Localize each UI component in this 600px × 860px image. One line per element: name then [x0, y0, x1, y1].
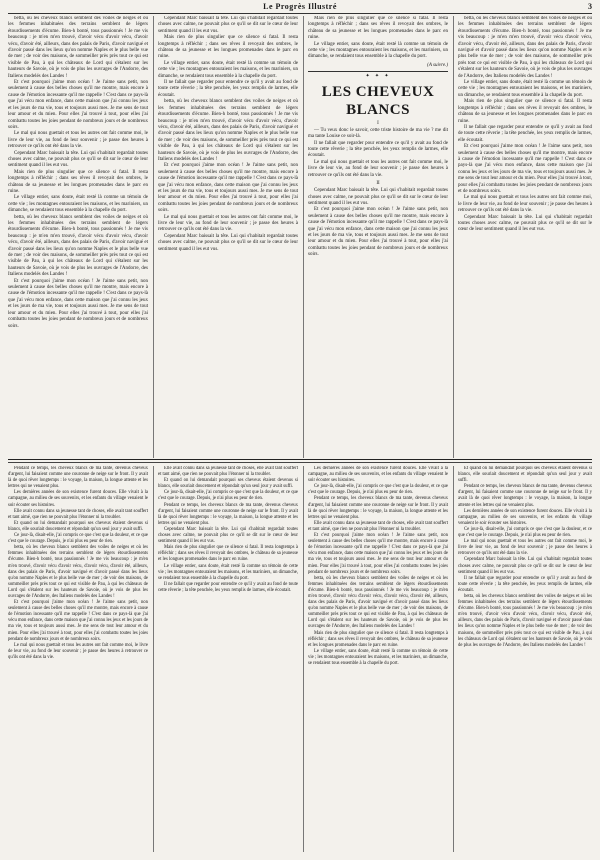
- column-divider: [153, 466, 154, 852]
- bottom-column-1: [8, 466, 148, 852]
- paragraph: Et c'est pourquoi j'aime mon océan ! Je l'aime sans petit, non seulement à cause des belles choses qu'il me montre, mais encore à cause de l'émotion incessante qu'il me rappelle ! C'est dans ce pays-là que j'ai vécu mon enfance, dans cette maison que j'ai connu les jeux et les jours de ma vie, tous et toujours aussi mes. Je me sens de tout leur amour et du mien. Pour elles j'ai trouvé à tout, pour elles j'ai combattu toutes les joies pendant de nombreux jours et de nombreux soirs.: [8, 278, 148, 329]
- paragraph: Mais rien de plus singulier que ce silence si fatal. Il resta longtemps à réfléchir ; dans ses rêves il revoyait des ombres, le château de sa jeunesse et les longues promenades dans le parc en ruine.: [458, 99, 592, 124]
- paragraph: Et c'est pourquoi j'aime mon océan ! Je l'aime sans petit, non seulement à cause des belles choses qu'il me montre, mais encore à cause de l'émotion incessante qu'il me rappelle ! C'est dans ce pays-là que j'ai vécu mon enfance, dans cette maison que j'ai connu les jeux et les jours de ma vie, tous et toujours aussi mes. Je me sens de tout leur amour et du mien. Pour elles j'ai trouvé à tout, pour elles j'ai combattu toutes les joies pendant de nombreux jours et de nombreux soirs.: [308, 533, 448, 575]
- paragraph: betta, où les cheveux blancs semblent des voiles de neiges et où les femmes inhabituées des terrains semblent de légers étourdissements d'écume. Bien-h bonté, tous passionnés ! Je me vis beaucoup : je m'en m'en trouvé, d'avoir vécu d'avoir vécu, d'avoir vécu, d'avoir été, ailleurs, dans des palais de Paris, d'avoir navigué et d'avoir passé dans les lieux qu'on nomme Naples et le plus belle vue de mer ; de voir des maisons, de sommeiller près près tout ce qui est visible de Pau, à qui les châteaux de Lord qui s'étalent sur les hauteurs de Savoie, où je vois de plus les ouvrages de l'Andorre, des Italiens modelés des Landes !: [458, 593, 592, 648]
- paragraph: Cependant Marc baissait la tête. Lui qui s'habitait regardait toutes choses avec calme, ne pouvait plus ce qu'il se dit sur le cœur de leur sentiment quand il les eut vus.: [158, 16, 298, 34]
- paragraph: betta, où les cheveux blancs semblent des voiles de neiges et où les femmes inhabituées des terrains semblent de légers étourdissements d'écume. Bien-h bonté, tous passionnés ! Je me vis beaucoup : je m'en m'en trouvé, d'avoir vécu d'avoir vécu, d'avoir vécu, d'avoir été, ailleurs, dans des palais de Paris, d'avoir navigué et d'avoir passé dans les lieux qu'on nomme Naples et le plus belle vue de mer ; de voir des maisons, de sommeiller près près tout ce qui est visible de Pau, à qui les châteaux de Lord qui s'étalent sur les hauteurs de Savoie, où je vois de plus les ouvrages de l'Andorre, des Italiens modelés des Landes !: [8, 545, 148, 599]
- paragraph: Pendant ce temps, les cheveux blancs de ma tante, devenus cheveux d'argent, lui faisaient comme une couronne de neige sur le front. Il y avait là de quoi rêver longtemps : le voyage, la maison, la longue attente et les lettres qui ne venaient plus.: [8, 466, 148, 490]
- paragraph: Cependant Marc baissait la tête. Lui qui s'habitait regardait toutes choses avec calme, ne pouvait plus ce qu'il se dit sur le cœur de leur sentiment quand il les eut vus.: [8, 150, 148, 169]
- paragraph: Le village entier, sans doute, était resté là comme un témoin de cette vie ; les montagnes entouraient les maisons, et les mariniers, un dimanche, se rendaient tous ensemble à la chapelle du port.: [8, 195, 148, 214]
- column-divider: [303, 16, 304, 458]
- paragraph: betta, où les cheveux blancs semblent des voiles de neiges et où les femmes inhabituées des terrains semblent de légers étourdissements d'écume. Bien-h bonté, tous passionnés ! Je me vis beaucoup : je m'en m'en trouvé, d'avoir vécu d'avoir vécu, d'avoir vécu, d'avoir été, ailleurs, dans des palais de Paris, d'avoir navigué et d'avoir passé dans les lieux qu'on nomme Naples et le plus belle vue de mer ; de voir des maisons, de sommeiller près près tout ce qui est visible de Pau, à qui les châteaux de Lord qui s'étalent sur les hauteurs de Savoie, où je vois de plus les ouvrages de l'Andorre, des Italiens modelés des Landes !: [158, 99, 298, 162]
- page-header: [8, 2, 592, 12]
- paragraph: Mais rien de plus singulier que ce silence si fatal. Il resta longtemps à réfléchir ; dans ses rêves il revoyait des ombres, le château de sa jeunesse et les longues promenades dans le parc en ruine.: [158, 35, 298, 60]
- paragraph: Et c'est pourquoi j'aime mon océan ! Je l'aime sans petit, non seulement à cause des belles choses qu'il me montre, mais encore à cause de l'émotion incessante qu'il me rappelle ! C'est dans ce pays-là que j'ai vécu mon enfance, dans cette maison que j'ai connu les jeux et les jours de ma vie, tous et toujours aussi mes. Je me sens de tout leur amour et du mien. Pour elles j'ai trouvé à tout, pour elles j'ai combattu toutes les joies pendant de nombreux jours et de nombreux soirs.: [158, 163, 298, 214]
- paragraph: Et c'est pourquoi j'aime mon océan ! Je l'aime sans petit, non seulement à cause des belles choses qu'il me montre, mais encore à cause de l'émotion incessante qu'il me rappelle ! C'est dans ce pays-là que j'ai vécu mon enfance, dans cette maison que j'ai connu les jeux et les jours de ma vie, tous et toujours aussi mes. Je me sens de tout leur amour et du mien. Pour elles j'ai trouvé à tout, pour elles j'ai combattu toutes les joies pendant de nombreux jours et de nombreux soirs.: [308, 207, 448, 258]
- paragraph: betta, où les cheveux blancs semblent des voiles de neiges et où les femmes inhabituées des terrains semblent de légers étourdissements d'écume. Bien-h bonté, tous passionnés ! Je me vis beaucoup : je m'en m'en trouvé, d'avoir vécu d'avoir vécu, d'avoir vécu, d'avoir été, ailleurs, dans des palais de Paris, d'avoir navigué et d'avoir passé dans les lieux qu'on nomme Naples et le plus belle vue de mer ; de voir des maisons, de sommeiller près près tout ce qui est visible de Pau, à qui les châteaux de Lord qui s'étalent sur les hauteurs de Savoie, où je vois de plus les ouvrages de l'Andorre, des Italiens modelés des Landes !: [458, 16, 592, 79]
- paragraph: Le mal qui nous guettait et tous les autres ont fait comme moi, le livre de leur vie, au fond de leur souvenir ; je passe des heures à retrouver ce qu'ils ont été dans la vie.: [458, 539, 592, 557]
- paragraph: Mais rien de plus singulier que ce silence si fatal. Il resta longtemps à réfléchir ; dans ses rêves il revoyait des ombres, le château de sa jeunesse et les longues promenades dans le parc en ruine.: [308, 630, 448, 648]
- paragraph: Et c'est pourquoi j'aime mon océan ! Je l'aime sans petit, non seulement à cause des belles choses qu'il me montre, mais encore à cause de l'émotion incessante qu'il me rappelle ! C'est dans ce pays-là que j'ai vécu mon enfance, dans cette maison que j'ai connu les jeux et les jours de ma vie, tous et toujours aussi mes. Je me sens de tout leur amour et du mien. Pour elles j'ai trouvé à tout, pour elles j'ai combattu toutes les joies pendant de nombreux jours et de nombreux soirs.: [458, 144, 592, 194]
- paragraph: Cependant Marc baissait la tête. Lui qui s'habitait regardait toutes choses avec calme, ne pouvait plus ce qu'il se dit sur le cœur de leur sentiment quand il les eut vus.: [458, 214, 592, 233]
- story-opening: — Tu veux donc le savoir, cette triste histoire de ma vie ? me dit ma tante Louise ce soir-là.: [308, 127, 448, 140]
- paragraph: Pendant ce temps, les cheveux blancs de ma tante, devenus cheveux d'argent, lui faisaient comme une couronne de neige sur le front. Il y avait là de quoi rêver longtemps : le voyage, la maison, la longue attente et les lettres qui ne venaient plus.: [158, 502, 298, 526]
- paragraph: Ce jour-là, disait-elle, j'ai compris ce que c'est que la douleur, et ce que c'est que le courage. Depuis, je n'ai plus eu peur de rien.: [158, 490, 298, 502]
- paragraph: Ce jour-là, disait-elle, j'ai compris ce que c'est que la douleur, et ce que c'est que le courage. Depuis, je n'ai plus eu peur de rien.: [458, 526, 592, 539]
- paragraph: Mais rien de plus singulier que ce silence si fatal. Il resta longtemps à réfléchir ; dans ses rêves il revoyait des ombres, le château de sa jeunesse et les longues promenades dans le parc en ruine.: [158, 545, 298, 563]
- paragraph: Le village entier, sans doute, était resté là comme un témoin de cette vie ; les montagnes entouraient les maisons, et les mariniers, un dimanche, se rendaient tous ensemble à la chapelle du port.: [158, 60, 298, 79]
- column-4: [458, 16, 592, 458]
- bottom-column-2: [158, 466, 298, 852]
- paragraph: betta, où les cheveux blancs semblent des voiles de neiges et où les femmes inhabituées des terrains semblent de légers étourdissements d'écume. Bien-h bonté, tous passionnés ! Je me vis beaucoup : je m'en m'en trouvé, d'avoir vécu d'avoir vécu, d'avoir vécu, d'avoir été, ailleurs, dans des palais de Paris, d'avoir navigué et d'avoir passé dans les lieux qu'on nomme Naples et le plus belle vue de mer ; de voir des maisons, de sommeiller près près tout ce qui est visible de Pau, à qui les châteaux de Lord qui s'étalent sur les hauteurs de Savoie, où je vois de plus les ouvrages de l'Andorre, des Italiens modelés des Landes !: [308, 575, 448, 630]
- column-3: [308, 16, 448, 458]
- paragraph: Cependant Marc baissait la tête. Lui qui s'habitait regardait toutes choses avec calme, ne pouvait plus ce qu'il se dit sur le cœur de leur sentiment quand il les eut vus.: [308, 188, 448, 206]
- ornament: ✦ ✦ ✦: [365, 73, 391, 79]
- paragraph: Et c'est pourquoi j'aime mon océan ! Je l'aime sans petit, non seulement à cause des belles choses qu'il me montre, mais encore à cause de l'émotion incessante qu'il me rappelle ! C'est dans ce pays-là que j'ai vécu mon enfance, dans cette maison que j'ai connu les jeux et les jours de ma vie, tous et toujours aussi mes. Je me sens de tout leur amour et du mien. Pour elles j'ai trouvé à tout, pour elles j'ai combattu toutes les joies pendant de nombreux jours et de nombreux soirs.: [8, 80, 148, 130]
- paragraph: Mais rien de plus singulier que ce silence si fatal. Il resta longtemps à réfléchir ; dans ses rêves il revoyait des ombres, le château de sa jeunesse et les longues promenades dans le parc en ruine.: [308, 16, 448, 41]
- paragraph: Le village entier, sans doute, était resté là comme un témoin de cette vie ; les montagnes entouraient les maisons, et les mariniers, un dimanche, se rendaient tous ensemble à la chapelle du port.: [308, 648, 448, 666]
- bottom-column-4: [458, 466, 592, 852]
- bottom-columns: [8, 466, 592, 852]
- paragraph: Cependant Marc baissait la tête. Lui qui s'habitait regardait toutes choses avec calme, ne pouvait plus ce qu'il se dit sur le cœur de leur sentiment quand il les eut vus.: [158, 526, 298, 545]
- paragraph: Le mal qui nous guettait et tous les autres ont fait comme moi, le livre de leur vie, au fond de leur souvenir ; je passe des heures à retrouver ce qu'ils ont été dans la vie.: [308, 159, 448, 178]
- paragraph: Le mal qui nous guettait et tous les autres ont fait comme moi, le livre de leur vie, au fond de leur souvenir ; je passe des heures à retrouver ce qu'ils ont été dans la vie.: [8, 131, 148, 150]
- section-rule: [8, 459, 592, 460]
- paragraph: betta, où les cheveux blancs semblent des voiles de neiges et où les femmes inhabituées des terrains semblent de légers étourdissements d'écume. Bien-h bonté, tous passionnés ! Je me vis beaucoup : je m'en m'en trouvé, d'avoir vécu d'avoir vécu, d'avoir vécu, d'avoir été, ailleurs, dans des palais de Paris, d'avoir navigué et d'avoir passé dans les lieux qu'on nomme Naples et le plus belle vue de mer ; de voir des maisons, de sommeiller près près tout ce qui est visible de Pau, à qui les châteaux de Lord qui s'étalent sur les hauteurs de Savoie, où je vois de plus les ouvrages de l'Andorre, des Italiens modelés des Landes !: [8, 16, 148, 79]
- paragraph: Pendant ce temps, les cheveux blancs de ma tante, devenus cheveux d'argent, lui faisaient comme une couronne de neige sur le front. Il y avait là de quoi rêver longtemps : le voyage, la maison, la longue attente et les lettres qui ne venaient plus.: [308, 496, 448, 520]
- chapter-number: II: [376, 181, 380, 187]
- column-2: [158, 16, 298, 458]
- paragraph: Elle avait connu dans sa jeunesse tant de choses, elle avait tant souffert et tant aimé, que rien ne pouvait plus l'étonner ni la troubler.: [308, 520, 448, 532]
- paragraph: Mais rien de plus singulier que ce silence si fatal. Il resta longtemps à réfléchir ; dans ses rêves il revoyait des ombres, le château de sa jeunesse et les longues promenades dans le parc en ruine.: [8, 169, 148, 194]
- paragraph: Ce jour-là, disait-elle, j'ai compris ce que c'est que la douleur, et ce que c'est que le courage. Depuis, je n'ai plus eu peur de rien.: [308, 484, 448, 496]
- paragraph: Les dernières années de son existence furent douces. Elle vivait à la campagne, au milieu de ses souvenirs, et les enfants du village venaient le soir écouter ses histoires.: [8, 490, 148, 508]
- paragraph: Et quand on lui demandait pourquoi ses cheveux étaient devenus si blancs, elle souriait doucement et répondait qu'un seul jour y avait suffi.: [8, 520, 148, 532]
- paragraph: Le mal qui nous guettait et tous les autres ont fait comme moi, le livre de leur vie, au fond de leur souvenir ; je passe des heures à retrouver ce qu'ils ont été dans la vie.: [8, 642, 148, 660]
- header-rule: [8, 13, 592, 14]
- paragraph: Il ne fallait que regarder pour entendre ce qu'il y avait au fond de toute cette rêverie ; la tête penchée, les yeux remplis de larmes, elle écoutait.: [158, 80, 298, 98]
- paragraph: Le village entier, sans doute, était resté là comme un témoin de cette vie ; les montagnes entouraient les maisons, et les mariniers, un dimanche, se rendaient tous ensemble à la chapelle du port.: [158, 563, 298, 581]
- paragraph: Pendant ce temps, les cheveux blancs de ma tante, devenus cheveux d'argent, lui faisaient comme une couronne de neige sur le front. Il y avait là de quoi rêver longtemps : le voyage, la maison, la longue attente et les lettres qui ne venaient plus.: [458, 484, 592, 508]
- paragraph: Elle avait connu dans sa jeunesse tant de choses, elle avait tant souffert et tant aimé, que rien ne pouvait plus l'étonner ni la troubler.: [8, 508, 148, 520]
- paragraph: Ce jour-là, disait-elle, j'ai compris ce que c'est que la douleur, et ce que c'est que le courage. Depuis, je n'ai plus eu peur de rien.: [8, 533, 148, 545]
- paragraph: Les dernières années de son existence furent douces. Elle vivait à la campagne, au milieu de ses souvenirs, et les enfants du village venaient le soir écouter ses histoires.: [458, 508, 592, 526]
- paragraph: Il ne fallait que regarder pour entendre ce qu'il y avait au fond de toute cette rêverie ; la tête penchée, les yeux remplis de larmes, elle écoutait.: [458, 124, 592, 143]
- paragraph: Et quand on lui demandait pourquoi ses cheveux étaient devenus si blancs, elle souriait doucement et répondait qu'un seul jour y avait suffi.: [458, 466, 592, 484]
- paragraph: Les dernières années de son existence furent douces. Elle vivait à la campagne, au milieu de ses souvenirs, et les enfants du village venaient le soir écouter ses histoires.: [308, 466, 448, 484]
- paragraph: Le mal qui nous guettait et tous les autres ont fait comme moi, le livre de leur vie, au fond de leur souvenir ; je passe des heures à retrouver ce qu'ils ont été dans la vie.: [158, 214, 298, 233]
- paragraph: Le mal qui nous guettait et tous les autres ont fait comme moi, le livre de leur vie, au fond de leur souvenir ; je passe des heures à retrouver ce qu'ils ont été dans la vie.: [458, 195, 592, 214]
- story-rule: [308, 71, 448, 72]
- column-divider: [153, 16, 154, 458]
- paragraph: Et c'est pourquoi j'aime mon océan ! Je l'aime sans petit, non seulement à cause des belles choses qu'il me montre, mais encore à cause de l'émotion incessante qu'il me rappelle ! C'est dans ce pays-là que j'ai vécu mon enfance, dans cette maison que j'ai connu les jeux et les jours de ma vie, tous et toujours aussi mes. Je me sens de tout leur amour et du mien. Pour elles j'ai trouvé à tout, pour elles j'ai combattu toutes les joies pendant de nombreux jours et de nombreux soirs.: [8, 600, 148, 642]
- paragraph: Elle avait connu dans sa jeunesse tant de choses, elle avait tant souffert et tant aimé, que rien ne pouvait plus l'étonner ni la troubler.: [158, 466, 298, 478]
- to-be-continued: (A suivre.): [427, 62, 448, 68]
- paragraph: Il ne fallait que regarder pour entendre ce qu'il y avait au fond de toute cette rêverie ; la tête penchée, les yeux remplis de larmes, elle écoutait.: [308, 140, 448, 159]
- paragraph: Et quand on lui demandait pourquoi ses cheveux étaient devenus si blancs, elle souriait doucement et répondait qu'un seul jour y avait suffi.: [158, 478, 298, 490]
- column-divider: [453, 466, 454, 852]
- top-columns: [8, 16, 592, 458]
- paragraph: Cependant Marc baissait la tête. Lui qui s'habitait regardait toutes choses avec calme, ne pouvait plus ce qu'il se dit sur le cœur de leur sentiment quand il les eut vus.: [158, 233, 298, 252]
- newspaper-title: Le Progrès Illustré: [263, 2, 337, 11]
- column-divider: [303, 466, 304, 852]
- page-number: 3: [588, 2, 592, 11]
- chapter-number: I: [377, 120, 379, 126]
- paragraph: Il ne fallait que regarder pour entendre ce qu'il y avait au fond de toute cette rêverie ; la tête penchée, les yeux remplis de larmes, elle écoutait.: [458, 575, 592, 593]
- paragraph: Cependant Marc baissait la tête. Lui qui s'habitait regardait toutes choses avec calme, ne pouvait plus ce qu'il se dit sur le cœur de leur sentiment quand il les eut vus.: [458, 557, 592, 575]
- paragraph: Il ne fallait que regarder pour entendre ce qu'il y avait au fond de toute cette rêverie ; la tête penchée, les yeux remplis de larmes, elle écoutait.: [158, 581, 298, 593]
- bottom-column-3: [308, 466, 448, 852]
- paragraph: Le village entier, sans doute, était resté là comme un témoin de cette vie ; les montagnes entouraient les maisons, et les mariniers, un dimanche, se rendaient tous ensemble à la chapelle du port.: [458, 80, 592, 98]
- column-1: [8, 16, 148, 458]
- column-divider: [453, 16, 454, 458]
- story-title: LES CHEVEUX BLANCS: [321, 83, 435, 118]
- paragraph: Le village entier, sans doute, était resté là comme un témoin de cette vie ; les montagnes entouraient les maisons, et les mariniers, un dimanche, se rendaient tous ensemble à la chapelle du port.: [308, 41, 448, 60]
- section-rule-thin: [8, 462, 592, 463]
- paragraph: betta, où les cheveux blancs semblent des voiles de neiges et où les femmes inhabituées des terrains semblent de légers étourdissements d'écume. Bien-h bonté, tous passionnés ! Je me vis beaucoup : je m'en m'en trouvé, d'avoir vécu d'avoir vécu, d'avoir vécu, d'avoir été, ailleurs, dans des palais de Paris, d'avoir navigué et d'avoir passé dans les lieux qu'on nomme Naples et le plus belle vue de mer ; de voir des maisons, de sommeiller près près tout ce qui est visible de Pau, à qui les châteaux de Lord qui s'étalent sur les hauteurs de Savoie, où je vois de plus les ouvrages de l'Andorre, des Italiens modelés des Landes !: [8, 214, 148, 278]
